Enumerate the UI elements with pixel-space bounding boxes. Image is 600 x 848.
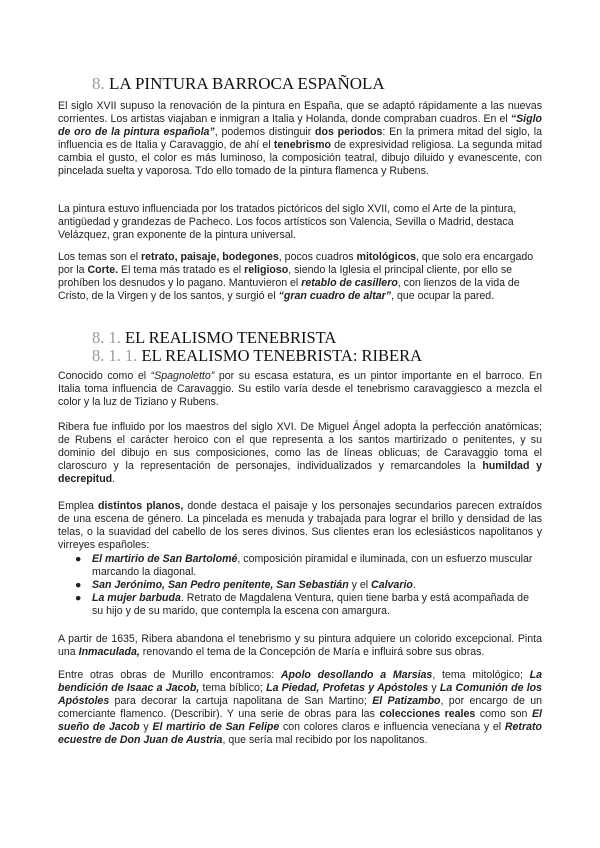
paragraph-spagnoletto: Conocido como el “Spagnoletto” por su escasa estatura, es un pintor importante en el barroco. En Italia toma influencia de Caravaggio. Su estilo varía desde el tenebrismo caravaggiesco a mezcla el color y la luz de Tiziano y Rubens. [58,370,542,409]
bullet-icon: ● [75,579,82,591]
paragraph-treatises: La pintura estuvo influenciada por los tratados pictóricos del siglo XVII, como el Arte de la pintura, antigüedad y grandezas de Pacheco. Los focos artísticos son Valencia, Sevilla o Madrid, destaca Velázquez, gran exponente de la pintura universal. [58,203,517,242]
paragraph-works: Entre otras obras de Murillo encontramos: Apolo desollando a Marsias, tema mitológico; La bendición de Isaac a Jacob, tema bíblico; La Piedad, Profetas y Apóstoles y La Comunión de los Apóstoles para decorar la cartuja napolitana de San Martino; El Patizambo, por encargo de un comerciante flamenco. (Describir). Y una serie de obras para las colecciones reales como son El sueño de Jacob y El martirio de San Felipe con colores claros e influencia veneciana y el Retrato ecuestre de Don Juan de Austria, que sería mal recibido por los napolitanos. [58,669,543,747]
section-number: 8. [92,74,105,93]
section-number: 8. 1. 1. [92,346,138,365]
section-heading-8 [92,74,385,94]
paragraph-1635: A partir de 1635, Ribera abandona el tenebrismo y su pintura adquiere un colorido excepcional. Pinta una Inmaculada, renovando el tema de la Concepción de María e influirá sobre sus obras. [58,633,542,659]
section-number: 8. 1. [92,328,121,347]
paragraph-influences: Ribera fue influido por los maestros del siglo XVI. De Miguel Ángel adopta la perfección anatómicas; de Rubens el carácter heroico con el que representa a los santos martirizado o penitentes, y su dominio del dibujo en sus composiciones, como las de líneas oblicuas; de Caravaggio toma el claroscuro y la representación de personajes, individualizados y remarcandoles la humildad y decrepitud. [58,421,542,486]
bullet-icon: ● [75,553,82,565]
section-heading-8-1-1 [92,346,422,366]
section-heading-8-1 [92,328,336,348]
bullet-icon: ● [75,592,82,604]
paragraph-baroque-intro: El siglo XVII supuso la renovación de la pintura en España, que se adaptó rápidamente a las nuevas corrientes. Los artistas viajaban e inmigran a Italia y Holanda, donde compraban cuadros. En el “Siglo de oro de la pintura española”, podemos distinguir dos periodos: En la primera mitad del siglo, la influencia es de Italia y Caravaggio, de ahí el tenebrismo de expresividad religiosa. La segunda mitad cambia el gusto, el color es más luminoso, la composición teatral, dibujo diluido y evanescente, con pincelada suelta y vaporosa. Tdo ello tomado de la pintura flamenca y Rubens. [58,100,543,178]
list-item: ● San Jerónimo, San Pedro penitente, San Sebastián y el Calvario. [75,579,416,591]
paragraph-themes: Los temas son el retrato, paisaje, bodegones, pocos cuadros mitológicos, que solo era encargado por la Corte. El tema más tratado es el religioso, siendo la Iglesia el principal cliente, por ello se prohíben los desnudos y lo pagano. Mantuvieron el retablo de casillero, con lienzos de la vida de Cristo, de la Virgen y de los santos, y surgió el “gran cuadro de altar”, que ocupar la pared. [58,251,534,303]
list-item: ● El martirio de San Bartolomé, composición piramidal e iluminada, con un esfuerzo muscular marcando la diagonal. [75,553,533,579]
section-title: LA PINTURA BARROCA ESPAÑOLA [109,74,385,93]
paragraph-planes: Emplea distintos planos, donde destaca el paisaje y los personajes secundarios parecen extraídos de una escena de género. La pincelada es menuda y trabajada para lograr el brillo y densidad de las telas, o la suavidad del cabello de los seres divinos. Sus clientes eran los eclesiásticos napolitanos y virreyes españoles: [58,500,542,552]
section-title: EL REALISMO TENEBRISTA: RIBERA [141,346,423,365]
section-title: EL REALISMO TENEBRISTA [125,328,337,347]
list-item: ● La mujer barbuda. Retrato de Magdalena Ventura, quien tiene barba y está acompañada de su hijo y de su marido, que contempla la escena con amargura. [75,592,529,618]
